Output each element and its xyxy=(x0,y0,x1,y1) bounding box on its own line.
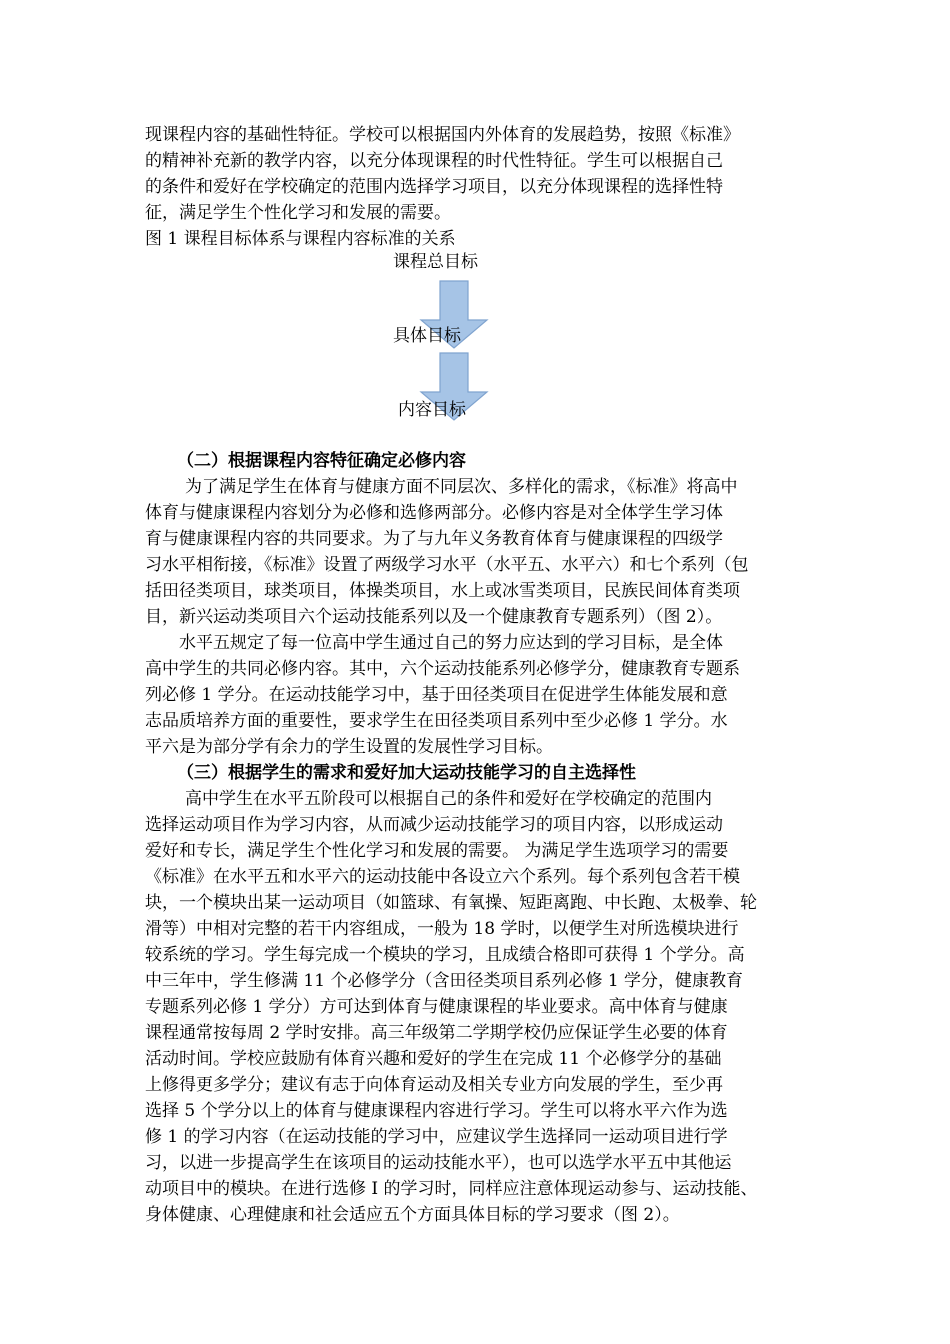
text-line: 习，以进一步提高学生在该项目的运动技能水平），也可以选学水平五中其他运 xyxy=(145,1153,732,1173)
text-line: 括田径类项目，球类项目，体操类项目，水上或冰雪类项目，民族民间体育类项 xyxy=(145,581,740,601)
node-specific-goal: 具体目标 xyxy=(393,326,461,346)
text-line: 选择 5 个学分以上的体育与健康课程内容进行学习。学生可以将水平六作为选 xyxy=(145,1101,728,1121)
figure-caption: 图 1 课程目标体系与课程内容标准的关系 xyxy=(145,229,456,249)
text-line: 育与健康课程内容的共同要求。为了与九年义务教育体育与健康课程的四级学 xyxy=(145,529,723,549)
text-line: 现课程内容的基础性特征。学校可以根据国内外体育的发展趋势，按照《标准》 xyxy=(145,125,740,145)
text-line: 爱好和专长，满足学生个性化学习和发展的需要。 为满足学生选项学习的需要 xyxy=(145,841,729,861)
text-line: 平六是为部分学有余力的学生设置的发展性学习目标。 xyxy=(145,737,553,757)
text-line: 目，新兴运动类项目六个运动技能系列以及一个健康教育专题系列）（图 2）。 xyxy=(145,607,723,627)
text-line: 活动时间。学校应鼓励有体育兴趣和爱好的学生在完成 11 个必修学分的基础 xyxy=(145,1049,722,1069)
node-overall-goal: 课程总目标 xyxy=(393,252,478,272)
intro-paragraph xyxy=(145,122,825,226)
section-3 xyxy=(145,760,825,1228)
text-line: 动项目中的模块。在进行选修 I 的学习时，同样应注意体现运动参与、运动技能、 xyxy=(145,1179,758,1199)
text-line: 滑等）中相对完整的若干内容组成，一般为 18 学时，以便学生对所选模块进行 xyxy=(145,919,739,939)
text-line: 征，满足学生个性化学习和发展的需要。 xyxy=(145,203,451,223)
text-line: 高中学生在水平五阶段可以根据自己的条件和爱好在学校确定的范围内 xyxy=(185,789,712,809)
text-line: 中三年中，学生修满 11 个必修学分（含田径类项目系列必修 1 学分，健康教育 xyxy=(145,971,744,991)
text-line: 身体健康、心理健康和社会适应五个方面具体目标的学习要求（图 2）。 xyxy=(145,1205,680,1225)
text-line: 较系统的学习。学生每完成一个模块的学习，且成绩合格即可获得 1 个学分。高 xyxy=(145,945,745,965)
text-line: 块，一个模块出某一运动项目（如篮球、有氧操、短距离跑、中长跑、太极拳、轮 xyxy=(145,893,757,913)
text-line: 志品质培养方面的重要性，要求学生在田径类项目系列中至少必修 1 学分。水 xyxy=(145,711,728,731)
section-heading: （二）根据课程内容特征确定必修内容 xyxy=(177,451,466,471)
text-line: 高中学生的共同必修内容。其中，六个运动技能系列必修学分，健康教育专题系 xyxy=(145,659,740,679)
text-line: 课程通常按每周 2 学时安排。高三年级第二学期学校仍应保证学生必要的体育 xyxy=(145,1023,728,1043)
text-line: 上修得更多学分；建议有志于向体育运动及相关专业方向发展的学生，至少再 xyxy=(145,1075,723,1095)
node-content-goal: 内容目标 xyxy=(398,400,466,420)
section-heading: （三）根据学生的需求和爱好加大运动技能学习的自主选择性 xyxy=(177,763,636,783)
text-line: 水平五规定了每一位高中学生通过自己的努力应达到的学习目标，是全体 xyxy=(179,633,723,653)
text-line: 的条件和爱好在学校确定的范围内选择学习项目，以充分体现课程的选择性特 xyxy=(145,177,723,197)
text-line: 的精神补充新的教学内容，以充分体现课程的时代性特征。学生可以根据自己 xyxy=(145,151,723,171)
text-line: 体育与健康课程内容划分为必修和选修两部分。必修内容是对全体学生学习体 xyxy=(145,503,723,523)
text-line: 修 1 的学习内容（在运动技能的学习中，应建议学生选择同一运动项目进行学 xyxy=(145,1127,728,1147)
text-line: 习水平相衔接，《标准》设置了两级学习水平（水平五、水平六）和七个系列（包 xyxy=(145,555,749,575)
text-line: 为了满足学生在体育与健康方面不同层次、多样化的需求，《标准》将高中 xyxy=(185,477,738,497)
text-line: 列必修 1 学分。在运动技能学习中，基于田径类项目在促进学生体能发展和意 xyxy=(145,685,728,705)
section-2 xyxy=(145,448,825,760)
text-line: 选择运动项目作为学习内容，从而减少运动技能学习的项目内容，以形成运动 xyxy=(145,815,723,835)
text-line: 专题系列必修 1 学分）方可达到体育与健康课程的毕业要求。高中体育与健康 xyxy=(145,997,728,1017)
text-line: 《标准》在水平五和水平六的运动技能中各设立六个系列。每个系列包含若干模 xyxy=(145,867,740,887)
